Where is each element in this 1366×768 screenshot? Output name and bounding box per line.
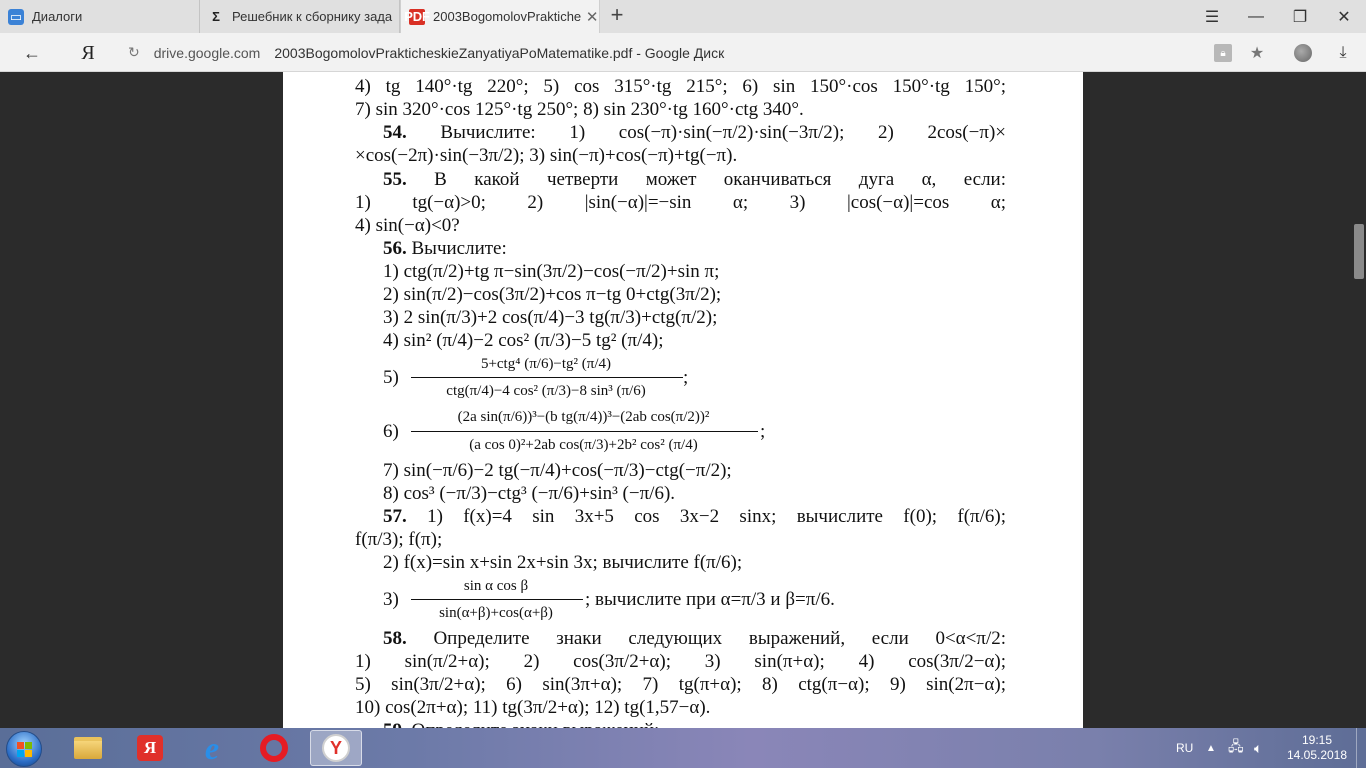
problem-number: 54. — [383, 122, 407, 143]
pdf-line: 1) sin(π/2+α); 2) cos(3π/2+α); 3) sin(π+α); 4) cos(3π/2−α); — [355, 651, 1006, 672]
refresh-icon[interactable]: ↻ — [128, 44, 140, 60]
tab-strip — [0, 0, 1366, 33]
fraction-tail: ; — [683, 367, 689, 388]
item-label: 3) — [383, 589, 399, 610]
taskbar-opera[interactable] — [248, 730, 300, 766]
pdf-line: 4) sin(−α)<0? — [355, 215, 460, 236]
opera-icon — [260, 734, 288, 762]
internet-explorer-icon: e — [204, 730, 220, 766]
item-label: 6) — [383, 421, 399, 442]
taskbar-internet-explorer[interactable] — [186, 730, 238, 766]
close-window-icon[interactable]: ✕ — [1337, 8, 1351, 26]
address-field[interactable] — [120, 38, 1280, 67]
fraction-expression — [383, 575, 943, 625]
pdf-page — [283, 72, 1083, 728]
tab-pdf[interactable] — [400, 0, 600, 33]
back-arrow-icon[interactable]: ← — [23, 42, 41, 63]
taskbar-yandex-browser-lite[interactable] — [124, 730, 176, 766]
problem-number: 58. — [383, 628, 407, 649]
fraction-numerator: (2a sin(π/6))³−(b tg(π/4))³−(2ab cos(π/2))² — [457, 409, 710, 425]
tab-title: Решебник к сборнику зада — [232, 9, 393, 24]
tray-expand-icon[interactable]: ▲ — [1206, 742, 1216, 754]
yandex-browser-icon: Y — [322, 734, 350, 762]
fraction-bar — [411, 599, 583, 600]
taskbar — [0, 728, 1366, 768]
network-icon[interactable]: 🖧︎ — [1228, 738, 1244, 754]
problem-number: 57. — [383, 506, 407, 527]
pdf-line: 1) tg(−α)>0; 2) |sin(−α)|=−sin α; 3) |cos(−α)|=cos α; — [355, 192, 1006, 213]
pdf-line: 55. В какой четверти может оканчиваться дуга α, если: — [383, 169, 1006, 190]
pdf-line: 10) cos(2π+α); 11) tg(3π/2+α); 12) tg(1,57−α). — [355, 697, 711, 718]
fraction-expression — [383, 353, 703, 403]
pdf-line: ×cos(−2π)·sin(−3π/2); 3) sin(−π)+cos(−π)+tg(−π). — [355, 145, 738, 166]
language-indicator[interactable]: RU — [1176, 741, 1194, 755]
tab-title: 2003BogomolovPraktiche — [433, 9, 582, 24]
menu-icon[interactable]: ☰ — [1204, 8, 1220, 26]
pdf-line: 7) sin(−π/6)−2 tg(−π/4)+cos(−π/3)−ctg(−π/2); — [383, 460, 732, 481]
chat-icon: ▭ — [9, 8, 23, 24]
yandex-icon: Я — [137, 735, 163, 761]
download-icon[interactable]: ⤓ — [1339, 44, 1347, 61]
yandex-logo-icon[interactable]: Я — [81, 41, 95, 64]
fraction-tail: ; вычислите при α=π/3 и β=π/6. — [585, 589, 835, 610]
fraction-tail: ; — [760, 421, 766, 442]
pdf-viewer[interactable] — [0, 72, 1366, 728]
pdf-line: 3) 2 sin(π/3)+2 cos(π/4)−3 tg(π/3)+ctg(π/2); — [383, 307, 718, 328]
url-domain: drive.google.com — [153, 44, 261, 61]
minimize-icon[interactable]: — — [1248, 7, 1264, 25]
lock-icon[interactable]: 🔒︎ — [1210, 39, 1236, 67]
tab-reshebnik[interactable] — [200, 0, 400, 33]
close-tab-icon[interactable]: ✕ — [585, 8, 599, 26]
clock-time: 19:15 — [1301, 733, 1333, 747]
fraction-denominator: (a cos 0)²+2ab cos(π/3)+2b² cos² (π/4) — [469, 437, 698, 453]
pdf-line: 4) tg 140°·tg 220°; 5) cos 315°·tg 215°; 6) sin 150°·cos 150°·tg 150°; — [355, 76, 1006, 97]
clock[interactable] — [1282, 733, 1352, 763]
pdf-line: 58. Определите знаки следующих выражений, если 0<α<π/2: — [383, 628, 1006, 649]
problem-number: 55. — [383, 169, 407, 190]
extension-icon[interactable] — [1290, 39, 1316, 67]
taskbar-explorer[interactable] — [62, 730, 114, 766]
restore-icon[interactable]: ❐ — [1292, 8, 1308, 26]
pdf-line: f(π/3); f(π); — [355, 529, 443, 550]
navigation-bar — [0, 33, 1366, 72]
taskbar-yandex-browser[interactable] — [310, 730, 362, 766]
fraction-bar — [411, 431, 758, 432]
fraction-numerator: sin α cos β — [463, 578, 529, 594]
pdf-line: 1) ctg(π/2)+tg π−sin(3π/2)−cos(−π/2)+sin π; — [383, 261, 720, 282]
windows-logo-icon — [17, 742, 33, 758]
pdf-line: 57. 1) f(x)=4 sin 3x+5 cos 3x−2 sinx; вычислите f(0); f(π/6); — [383, 506, 1006, 527]
scrollbar-thumb[interactable] — [1354, 224, 1364, 279]
star-icon[interactable]: ★ — [1249, 45, 1265, 62]
pdf-line: 54. Вычислите: 1) cos(−π)·sin(−π/2)·sin(−3π/2); 2) 2cos(−π)× — [383, 122, 1006, 143]
fraction-expression — [383, 406, 783, 458]
tab-dialogs[interactable] — [0, 0, 200, 33]
show-desktop-button[interactable] — [1356, 728, 1366, 768]
sigma-icon: Σ — [212, 9, 220, 24]
pdf-line: 2) sin(π/2)−cos(3π/2)+cos π−tg 0+ctg(3π/2); — [383, 284, 722, 305]
pdf-line: 5) sin(3π/2+α); 6) sin(3π+α); 7) tg(π+α); 8) ctg(π−α); 9) sin(2π−α); — [355, 674, 1006, 695]
fraction-numerator: 5+ctg⁴ (π/6)−tg² (π/4) — [480, 356, 612, 372]
url-page-title: 2003BogomolovPrakticheskieZanyatiyaPoMatematike.pdf - Google Диск — [274, 44, 725, 61]
pdf-line: 2) f(x)=sin x+sin 2x+sin 3x; вычислите f(π/6); — [383, 552, 743, 573]
pdf-icon: PDF — [404, 9, 430, 24]
pdf-line: 7) sin 320°·cos 125°·tg 250°; 8) sin 230°·tg 160°·ctg 340°. — [355, 99, 804, 120]
pdf-line: 56. Вычислите: — [383, 238, 507, 259]
fraction-bar — [411, 377, 683, 378]
pdf-line: 8) cos³ (−π/3)−ctg³ (−π/6)+sin³ (−π/6). — [383, 483, 676, 504]
new-tab-button[interactable]: + — [610, 2, 624, 27]
item-label: 5) — [383, 367, 399, 388]
fraction-denominator: ctg(π/4)−4 cos² (π/3)−8 sin³ (π/6) — [446, 383, 646, 399]
volume-icon[interactable]: 🔈︎ — [1254, 739, 1263, 756]
problem-number: 56. — [383, 238, 407, 259]
clock-date: 14.05.2018 — [1286, 748, 1348, 762]
fraction-denominator: sin(α+β)+cos(α+β) — [439, 605, 553, 621]
folder-icon — [74, 737, 102, 759]
tab-title: Диалоги — [32, 9, 83, 24]
pdf-line: 4) sin² (π/4)−2 cos² (π/3)−5 tg² (π/4); — [383, 330, 664, 351]
start-button[interactable] — [6, 731, 42, 767]
